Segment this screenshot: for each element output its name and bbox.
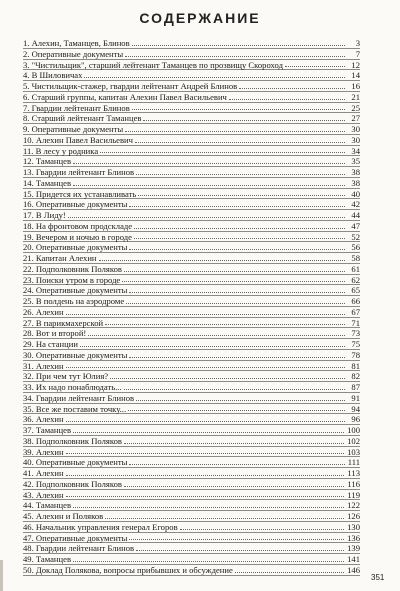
toc-entry-title: 22. Подполковник Поляков	[23, 263, 122, 274]
toc-entry-page: 94	[351, 403, 360, 414]
toc-entry-title: 31. Алехин	[23, 360, 64, 371]
toc-entry-title: 50. Доклад Полякова, вопросы прибывших и обсуждение	[23, 564, 233, 575]
toc-entry-title: 43. Алехин	[23, 489, 64, 500]
toc-leader-dots	[132, 35, 345, 46]
toc-leader-dots	[129, 347, 345, 358]
toc-leader-dots	[125, 46, 345, 57]
toc-leader-dots	[134, 228, 345, 239]
toc-leader-dots	[126, 293, 345, 304]
toc-leader-dots	[66, 486, 345, 497]
toc-entry-page: 113	[347, 468, 360, 478]
toc-entry-page: 111	[347, 457, 360, 468]
toc-entry-title: 37. Таманцев	[23, 425, 72, 435]
toc-entry-title: 7. Гвардии лейтенант Блинов	[23, 102, 130, 113]
toc-entry-title: 8. Старший лейтенант Таманцев	[23, 113, 142, 124]
toc-leader-dots	[84, 67, 345, 78]
toc-entry-page: 34	[351, 145, 360, 156]
toc-entry-page: 136	[347, 532, 360, 543]
toc-entry-title: 15. Придется их устанавливать	[23, 188, 137, 199]
toc-entry-title: 9. Оперативные документы	[23, 124, 124, 134]
toc-entry-page: 126	[347, 511, 360, 521]
toc-entry-title: 17. В Лиду!	[23, 210, 66, 220]
toc-entry-page: 58	[351, 253, 360, 263]
toc-entry-page: 67	[351, 306, 360, 317]
toc-leader-dots	[100, 142, 345, 153]
toc-entry-page: 38	[351, 177, 360, 188]
toc-entry-title: 48. Гвардии лейтенант Блинов	[23, 543, 135, 554]
toc-entry-title: 4. В Шиловичах	[23, 70, 83, 81]
toc-entry-page: 81	[351, 360, 360, 371]
toc-entry-title: 30. Оперативные документы	[23, 349, 128, 360]
toc-entry-title: 3. "Чистильщик", старший лейтенант Таманцев по прозвищу Скороход	[23, 59, 283, 70]
toc-leader-dots	[124, 476, 344, 487]
toc-entry-page: 27	[351, 113, 360, 124]
toc-entry-title: 19. Вечером и ночью в городе	[23, 231, 132, 242]
toc-entry-page: 44	[351, 210, 360, 220]
toc-entry-title: 5. Чистильщик-стажер, гвардии лейтенант Андрей Блинов	[23, 81, 238, 91]
toc-entry-page: 21	[351, 91, 360, 102]
toc-entry-page: 30	[351, 124, 360, 134]
toc-entry-page: 71	[351, 317, 360, 328]
toc-entry-title: 10. Алехин Павел Васильевич	[23, 134, 133, 145]
toc-entry-title: 2. Оперативные документы	[23, 48, 124, 59]
toc-leader-dots	[285, 56, 345, 67]
toc-entry-page: 87	[351, 382, 360, 392]
toc-leader-dots	[88, 325, 345, 336]
toc-entry-page: 78	[351, 349, 360, 360]
toc-leader-dots	[180, 519, 344, 530]
toc-leader-dots	[122, 271, 345, 282]
toc-entry-title: 18. На фронтовом продскладе	[23, 220, 133, 231]
toc-entry-title: 38. Подполковник Поляков	[23, 435, 122, 446]
toc-entry-page: 7	[355, 48, 360, 59]
toc-entry-title: 13. Гвардии лейтенант Блинов	[23, 167, 135, 177]
toc-leader-dots	[134, 218, 345, 229]
toc-leader-dots	[124, 379, 345, 390]
toc-entry-page: 38	[351, 167, 360, 177]
toc-entry-title: 20. Оперативные документы	[23, 242, 128, 253]
toc-entry-page: 82	[351, 371, 360, 382]
toc-entry-page: 40	[351, 188, 360, 199]
toc-entry-page: 66	[351, 296, 360, 306]
toc-leader-dots	[129, 454, 344, 465]
toc-entry[interactable]	[23, 565, 360, 576]
toc-leader-dots	[66, 411, 345, 422]
toc-entry-page: 75	[351, 339, 360, 349]
toc-leader-dots	[129, 239, 345, 250]
toc-entry-page: 73	[351, 328, 360, 339]
toc-leader-dots	[73, 175, 345, 186]
toc-entry-title: 49. Таманцев	[23, 554, 72, 564]
toc-leader-dots	[124, 261, 345, 272]
toc-leader-dots	[73, 153, 345, 164]
toc-leader-dots	[132, 99, 345, 110]
toc-leader-dots	[105, 508, 344, 519]
toc-entry-page: 12	[351, 59, 360, 70]
toc-leader-dots	[73, 497, 344, 508]
toc-leader-dots	[129, 529, 344, 540]
toc-entry-title: 25. В полдень на аэродроме	[23, 296, 125, 306]
table-of-contents	[23, 38, 360, 576]
toc-leader-dots	[66, 465, 345, 476]
toc-leader-dots	[68, 207, 345, 218]
toc-entry-title: 42. Подполковник Поляков	[23, 478, 122, 489]
toc-entry-title: 44. Таманцев	[23, 500, 72, 511]
toc-entry-title: 23. Поиски утром в городе	[23, 274, 121, 285]
toc-entry-title: 32. При чем тут Юлия?	[23, 371, 109, 382]
toc-leader-dots	[128, 400, 345, 411]
toc-leader-dots	[129, 282, 345, 293]
toc-entry-title: 24. Оперативные документы	[23, 285, 128, 296]
toc-entry-title: 36. Алехин	[23, 414, 64, 425]
toc-entry-title: 11. В лесу у родника	[23, 145, 99, 156]
toc-entry-page: 3	[355, 38, 360, 48]
toc-entry-page: 61	[351, 263, 360, 274]
page-title: СОДЕРЖАНИЕ	[139, 10, 261, 26]
toc-entry-title: 26. Алехин	[23, 306, 64, 317]
toc-leader-dots	[73, 422, 344, 433]
toc-leader-dots	[136, 164, 345, 175]
toc-entry-title: 41. Алехин	[23, 468, 64, 478]
toc-entry-title: 1. Алехин, Таманцев, Блинов	[23, 38, 130, 48]
toc-entry-page: 42	[351, 199, 360, 210]
toc-leader-dots	[66, 357, 345, 368]
toc-entry-page: 47	[351, 220, 360, 231]
toc-entry-title: 14. Таманцев	[23, 177, 72, 188]
toc-entry-title: 46. Начальник управления генерал Егоров	[23, 521, 178, 532]
toc-leader-dots	[136, 390, 345, 401]
toc-entry-title: 21. Капитан Алехин	[23, 253, 97, 263]
toc-entry-page: 30	[351, 134, 360, 145]
toc-leader-dots	[235, 562, 344, 573]
toc-entry-page: 119	[347, 489, 360, 500]
toc-leader-dots	[66, 304, 345, 315]
toc-entry-page: 96	[351, 414, 360, 425]
toc-entry-page: 141	[347, 554, 360, 564]
page-edge-shadow	[0, 560, 3, 591]
toc-leader-dots	[125, 121, 345, 132]
toc-entry-page: 56	[351, 242, 360, 253]
toc-leader-dots	[135, 132, 345, 143]
toc-entry-title: 47. Оперативные документы	[23, 532, 128, 543]
toc-leader-dots	[229, 89, 345, 100]
toc-entry-page: 25	[351, 102, 360, 113]
toc-entry-page: 146	[347, 564, 360, 575]
toc-leader-dots	[239, 78, 345, 89]
page-number: 351	[371, 573, 385, 582]
toc-entry-title: 35. Все же поставим точку...	[23, 403, 127, 414]
toc-leader-dots	[66, 443, 345, 454]
toc-leader-dots	[143, 110, 345, 121]
toc-entry-title: 45. Алехин и Поляков	[23, 511, 104, 521]
toc-entry-title: 39. Алехин	[23, 446, 64, 457]
toc-leader-dots	[99, 250, 345, 261]
toc-entry-title: 28. Вот и второй!	[23, 328, 87, 339]
toc-entry-page: 139	[347, 543, 360, 554]
toc-entry-title: 12. Таманцев	[23, 156, 72, 167]
toc-leader-dots	[138, 185, 345, 196]
toc-entry-title: 6. Старший группы, капитан Алехин Павел Васильевич	[23, 91, 227, 102]
toc-leader-dots	[136, 540, 344, 551]
toc-entry-page: 103	[347, 446, 360, 457]
toc-entry-page: 102	[347, 435, 360, 446]
toc-entry-title: 33. Их надо понаблюдать...	[23, 382, 122, 392]
toc-entry-page: 91	[351, 392, 360, 403]
toc-entry-page: 35	[351, 156, 360, 167]
toc-entry-page: 16	[351, 81, 360, 91]
toc-entry-page: 100	[347, 425, 360, 435]
toc-entry-page: 65	[351, 285, 360, 296]
toc-entry-title: 29. На станции	[23, 339, 78, 349]
toc-leader-dots	[129, 196, 345, 207]
toc-entry-page: 130	[347, 521, 360, 532]
toc-entry-page: 122	[347, 500, 360, 511]
toc-entry-title: 40. Оперативные документы	[23, 457, 128, 468]
toc-leader-dots	[73, 551, 344, 562]
toc-entry-page: 52	[351, 231, 360, 242]
toc-leader-dots	[105, 314, 345, 325]
toc-entry-page: 62	[351, 274, 360, 285]
toc-leader-dots	[124, 433, 344, 444]
toc-entry-title: 34. Гвардии лейтенант Блинов	[23, 392, 135, 403]
toc-entry-title: 27. В парикмахерской	[23, 317, 104, 328]
toc-leader-dots	[80, 336, 345, 347]
toc-entry-title: 16. Оперативные документы	[23, 199, 128, 210]
toc-leader-dots	[110, 368, 345, 379]
toc-entry-page: 14	[351, 70, 360, 81]
toc-entry-page: 116	[347, 478, 360, 489]
